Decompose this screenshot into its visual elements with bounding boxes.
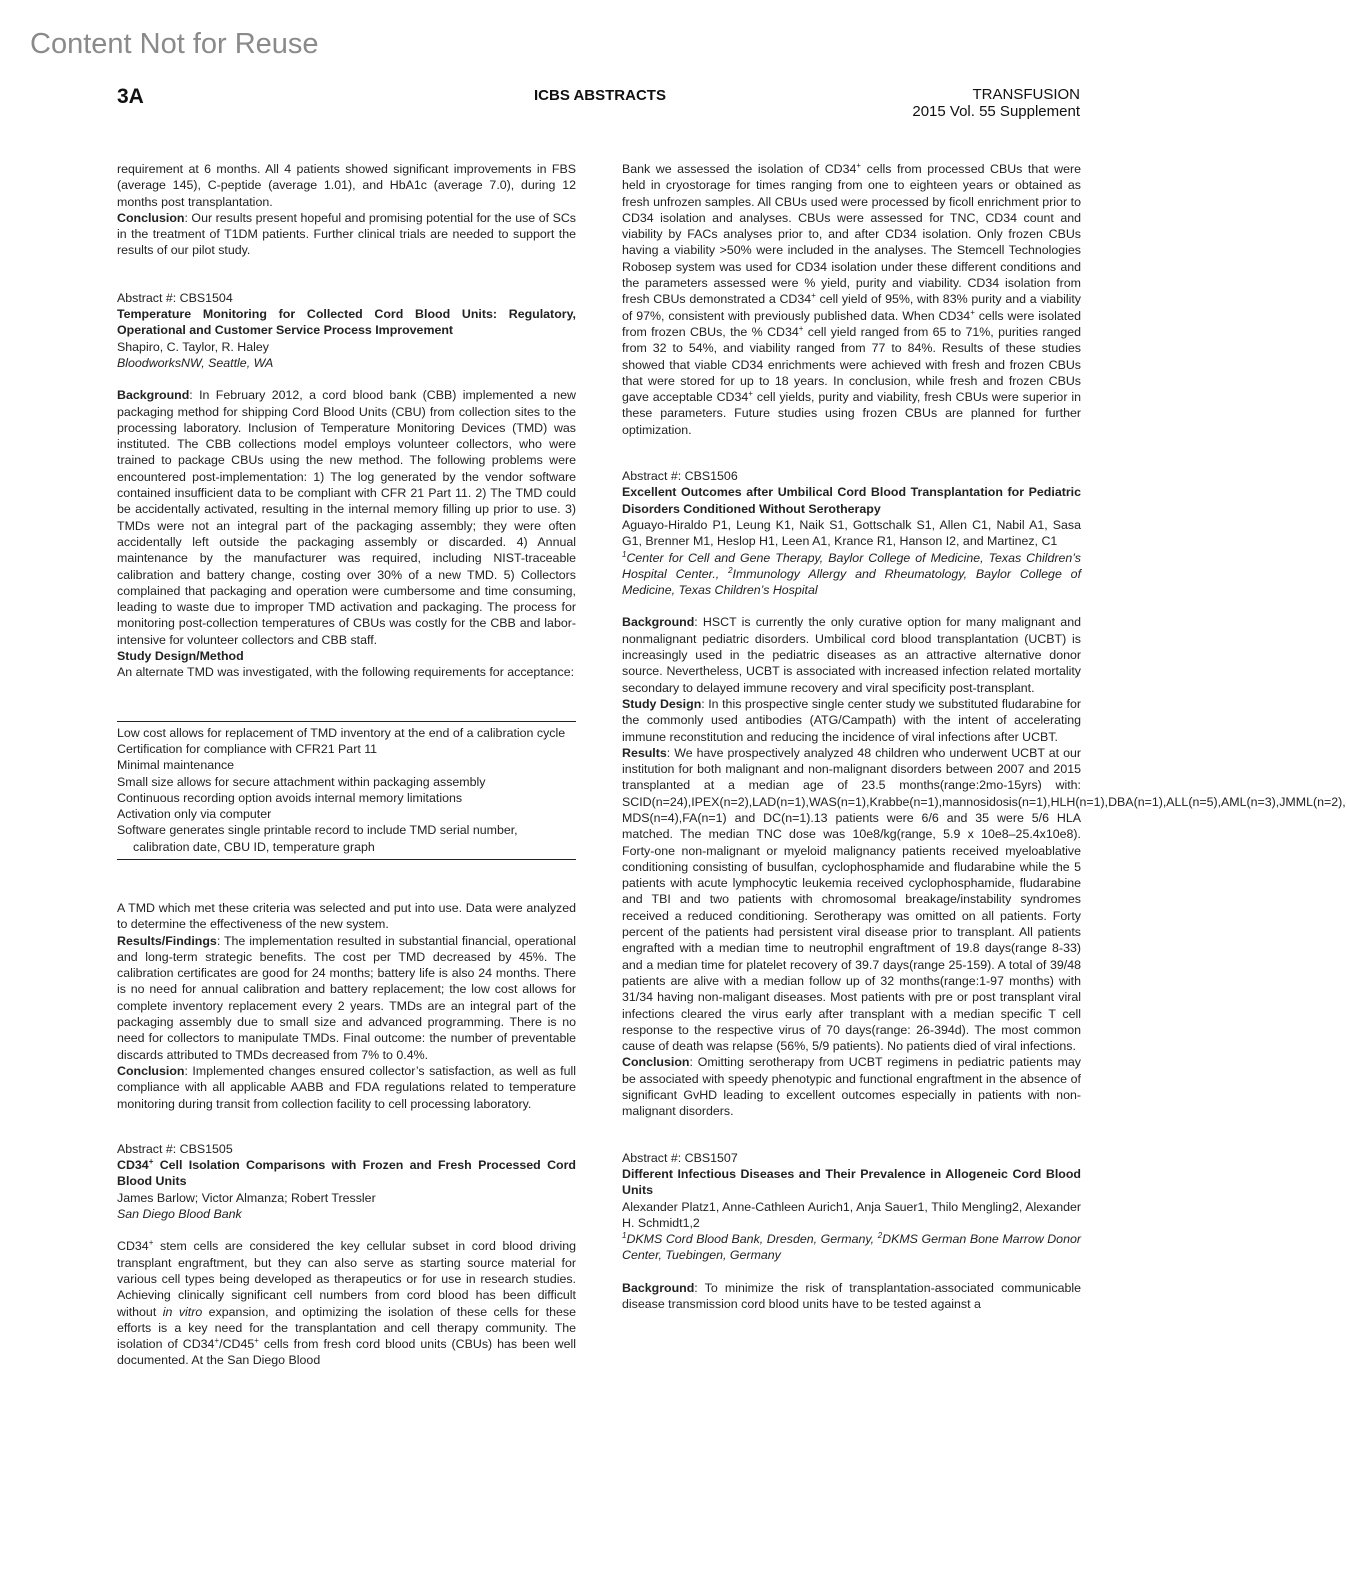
section-text: : Implemented changes ensured collector’s satisfaction, as well as full compliance with all applicable AABB and FDA regulations related to temperature monitoring during transit from collection facility to cell processing laboratory. [117,1063,576,1111]
page-number: 3A [117,85,144,108]
abstract-affiliation: $^1$DKMS Cord Blood Bank, Dresden, Germany, $^2$DKMS German Bone Marrow Donor Center, Tuebingen, Germany [622,1230,1081,1263]
section-label: Results [622,745,667,760]
abstract-number: Abstract #: CBS1504 [117,290,233,305]
journal-info [912,86,1080,120]
abstract-authors: Alexander Platz1, Anne-Cathleen Aurich1, Anja Sauer1, Thilo Mengling2, Alexander H. Schmidt1,2 [622,1199,1081,1230]
abstract-cbs1506 [622,468,1346,1120]
continued-conclusion [117,210,576,259]
table-row: Certification for compliance with CFR21 Part 11 [117,741,378,756]
conclusion-paragraph [622,1054,1081,1119]
continued-paragraph: requirement at 6 months. All 4 patients showed significant improvements in FBS (average 145), C-peptide (average 1.01), and HbA1c (average 7.0), during 12 months post transplantation. [117,162,576,209]
section-label: Conclusion [117,210,185,225]
results-paragraph [117,933,576,1063]
section-label: Results/Findings [117,933,217,948]
section-label: Background [622,1280,695,1295]
section-label: Study Design [622,696,702,711]
abstract-authors: Aguayo-Hiraldo P1, Leung K1, Naik S1, Gottschalk S1, Allen C1, Nabil A1, Sasa G1, Brenner M1, Heslop H1, Leen A1, Krance R1, Hanson I2, and Martinez, C1 [622,517,1081,549]
abstract-authors: Shapiro, C. Taylor, R. Haley [117,339,269,354]
abstract-title: CD34+ Cell Isolation Comparisons with Frozen and Fresh Processed Cord Blood Units [117,1157,576,1189]
section-text: : Our results present hopeful and promising potential for the use of SCs in the treatment of T1DM patients. Further clinical trials are needed to support the results of our pilot study. [117,210,576,258]
continued-paragraph: Bank we assessed the isolation of CD34+ cells from processed CBUs that were held in cryostorage for times ranging from one to eighteen years or obtained as fresh unfrozen samples. All CBUs used were processed by ficoll enrichment prior to CD34 isolation and analyses. CBUs were assessed for TNC, CD34 count and viability by FACs analyses prior to, and after CD34 isolation. Only frozen CBUs having a viability >50% were included in the analyses. The Stemcell Technologies Robosep system was used for CD34 isolation under these different conditions and the parameters assessed were % yield, purity and viability. CD34 isolation from fresh CBUs demonstrated a CD34+ cell yield of 95%, with 83% purity and a viability of 97%, consistent with previously published data. When CD34+ cells were isolated from frozen CBUs, the % CD34+ cell yield ranged from 65 to 71%, purities ranged from 32 to 54%, and viability ranged from 77 to 84%. Results of these studies showed that viable CD34 enrichments were achieved with fresh and frozen CBUs that were stored for up to 18 years. In conclusion, while fresh and frozen CBUs gave acceptable CD34+ cell yields, purity and viability, fresh CBUs were superior in these parameters. Future studies using frozen CBUs are planned for further optimization. [622,160,1081,437]
design-paragraph: An alternate TMD was investigated, with the following requirements for acceptance: [117,665,575,680]
section-label: Conclusion [117,1063,185,1078]
background-paragraph [622,1280,1081,1313]
section-text: : In this prospective single center study we substituted fludarabine for the commonly used antibodies (ATG/Campath) with the intent of accelerating immune reconstitution and reducing the incidence of viral infections after UCBT. [622,696,1081,744]
background-paragraph [117,387,576,648]
results-paragraph [622,745,1346,1055]
table-row: Activation only via computer [117,807,272,822]
table-row: Minimal maintenance [117,758,235,773]
abstract-affiliation: $^1$Center for Cell and Gene Therapy, Baylor College of Medicine, Texas Children’s Hospital Center., $^2$Immunology Allergy and Rheumatology, Baylor College of Medicine, Texas Children’s Hospital [622,549,1082,598]
section-title: ICBS ABSTRACTS [534,87,666,104]
table-row: Software generates single printable record to include TMD serial number, calibration date, CBU ID, temperature graph [117,823,518,854]
table-row: Small size allows for secure attachment within packaging assembly [117,774,486,789]
section-label: Conclusion [622,1055,690,1070]
watermark: Content Not for Reuse [30,28,319,60]
section-text: : In February 2012, a cord blood bank (CBB) implemented a new packaging method for shipping Cord Blood Units (CBU) from collection sites to the processing laboratory. Inclusion of Temperature Monitoring Devices (TMD) was instituted. The CBB collections model employs volunteer collectors, who were trained to package CBUs using the new method. The following problems were encountered post-implementation: 1) The log generated by the vendor software contained insufficient data to be compliant with CFR 21 Part 11. 2) The TMD could be accidentally activated, resulting in the internal memory filling up prior to use. 3) TMDs were not an integral part of the packaging assembly; they were often accidentally left outside the packaging assembly or discarded. 4) Annual maintenance by the manufacturer was required, including NIST-traceable calibration and battery change, costing over 30% of a new TMD. 5) Collectors complained that packaging and operation were cumbersome and time consuming, leading to waste due to improper TMD activation and packaging. The process for monitoring post-collection temperatures of CBUs was costly for the CBB and labor-intensive for volunteer collectors and CBB staff. [117,388,576,647]
left-column [117,161,576,1369]
abstract-affiliation: San Diego Blood Bank [117,1207,242,1222]
after-table-paragraph: A TMD which met these criteria was selected and put into use. Data were analyzed to determine the effectiveness of the new system. [117,900,576,932]
abstract-title: Different Infectious Diseases and Their Prevalence in Allogeneic Cord Blood Units [622,1166,1081,1198]
table-row: Low cost allows for replacement of TMD inventory at the end of a calibration cycle [117,725,566,740]
journal-name: TRANSFUSION [972,86,1080,103]
background-paragraph [622,614,1081,695]
abstract-number: Abstract #: CBS1507 [622,1150,738,1165]
abstract-cbs1504 [117,290,576,1112]
right-column [622,160,1346,1312]
abstract-number: Abstract #: CBS1505 [117,1141,233,1156]
design-paragraph [622,696,1081,745]
section-text: : Omitting serotherapy from UCBT regimens in pediatric patients may be associated with speedy phenotypic and functional engraftment in the absence of significant GvHD leading to excellent outcomes especially in patients with non-malignant disorders. [622,1055,1081,1119]
section-text: : HSCT is currently the only curative option for many malignant and nonmalignant pediatric disorders. Umbilical cord blood transplantation (UCBT) is increasingly used in the pediatric diseases as an attractive alternative donor source. Nevertheless, UCBT is associated with increased infection related mortality secondary to delayed immune recovery and viral specificity post-transplant. [622,615,1081,695]
abstract-cbs1505 [117,1141,576,1369]
abstract-cbs1507 [622,1150,1081,1313]
section-label: Study Design/Method [117,649,244,664]
abstract-authors: James Barlow; Victor Almanza; Robert Tressler [117,1190,376,1205]
conclusion-paragraph [117,1063,576,1112]
abstract-title: Temperature Monitoring for Collected Cord Blood Units: Regulatory, Operational and Customer Service Process Improvement [117,307,576,338]
section-label: Background [622,615,695,630]
table-row: Continuous recording option avoids internal memory limitations [117,790,463,805]
section-text: : We have prospectively analyzed 48 children who underwent UCBT at our institution for both malignant and non-malignant disorders between 2007 and 2015 transplanted at a median age of 23.5 months(range:2mo-15yrs) with: SCID(n=24),IPEX(n=2),LAD(n=1),WAS(n=1),Krabbe(n=1),mannosidosis(n=1),HLH(n=1),DBA(n=1),ALL(n=5),AML(n=3),JMML(n=2), MDS(n=4),FA(n=1) and DC(n=1).13 patients were 6/6 and 35 were 5/6 HLA matched. The median TNC dose was 10e8/kg(range, 5.9 x 10e8–25.4x10e8). Forty-one non-malignant or myeloid malignancy patients received myeloablative conditioning consisting of busulfan, cyclophosphamide and fludarabine while the 5 patients with acute lymphocytic leukemia received cyclophosphamide, fludarabine and TBI and two patients with chromosomal breakage/instability syndromes received a reduced conditioning. Serotherapy was omitted on all patients. Forty percent of the patients had persistent viral disease prior to transplant. All patients engrafted with a median time to neutrophil engraftment of 19.8 days(range 8-33) and a median time for platelet recovery of 39.7 days(range 25-159). A total of 39/48 patients are alive with a median follow up of 32 months(range:1-97 months) with 31/34 having non-maligant diseases. Most patients with pre or post transplant viral infections cleared the virus early after transplant with a median specific T cell response to the respective virus of 70 days(range: 26-394d). The most common cause of death was relapse (56%, 5/9 patients). No patients died of viral infections. [622,745,1346,1054]
abstract-title: Excellent Outcomes after Umbilical Cord Blood Transplantation for Pediatric Disorders Conditioned Without Serotherapy [622,485,1081,516]
section-text: : The implementation resulted in substantial financial, operational and long-term strategic benefits. The cost per TMD decreased by 45%. The calibration certificates are good for 24 months; battery life is also 24 months. There is no need for annual calibration and battery replacement; the low cost allows for complete inventory replacement every 2 years. TMDs are an integral part of the packaging assembly due to small size and advanced programming. There is no need for collectors to manipulate TMDs. Final outcome: the number of preventable discards attributed to TMDs decreased from 7% to 0.4%. [117,933,576,1062]
abstract-affiliation: BloodworksNW, Seattle, WA [117,355,274,370]
abstract-number: Abstract #: CBS1506 [622,469,738,484]
section-label: Background [117,388,190,403]
section-text: : To minimize the risk of transplantation-associated communicable disease transmission cord blood units have to be tested against a [622,1280,1081,1311]
journal-volume: 2015 Vol. 55 Supplement [912,103,1080,120]
body-paragraph: CD34+ stem cells are considered the key cellular subset in cord blood driving transplant engraftment, but they can also serve as starting source material for various cell types being developed as therapeutics or for use in research studies. Achieving clinically significant cell numbers from cord blood has been difficult without in vitro expansion, and optimizing the isolation of these cells for these efforts is a key need for the transplantation and cell therapy community. The isolation of CD34+/CD45+ cells from fresh cord blood units (CBUs) has been well documented. At the San Diego Blood [117,1238,577,1368]
requirements-table [117,721,576,860]
